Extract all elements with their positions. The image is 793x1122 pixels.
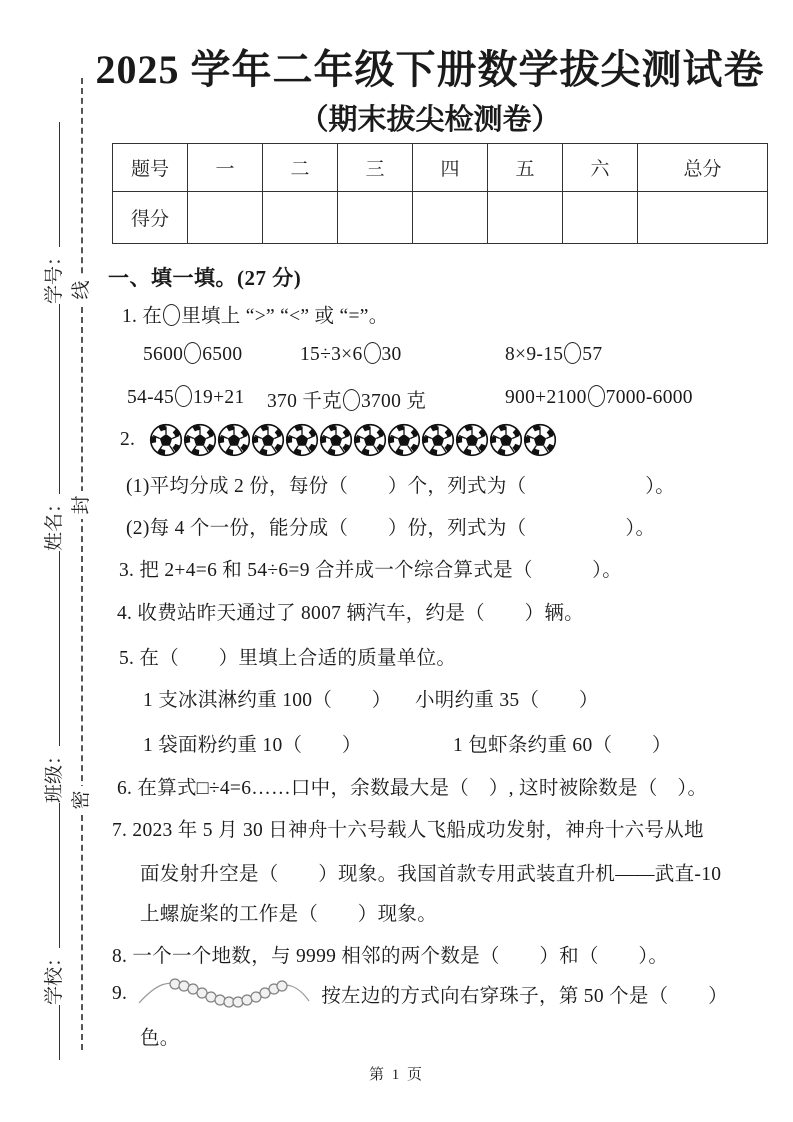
question-9	[112, 970, 728, 1018]
write-line	[45, 122, 60, 247]
question-7-line-3: 上螺旋桨的工作是（ ）现象。	[140, 904, 438, 925]
write-line	[45, 551, 60, 746]
score-table-header: 五	[488, 144, 563, 192]
comparison-circle	[343, 389, 360, 411]
score-cell	[563, 192, 638, 244]
score-table-header: 三	[338, 144, 413, 192]
question-2	[120, 420, 557, 460]
question-2-part-2: (2)每 4 个一份，能分成（ ）份，列式为（ ）。	[126, 518, 656, 539]
soccer-ball-icon	[489, 423, 523, 457]
seal-char-feng: 封	[68, 491, 96, 519]
score-table	[112, 143, 768, 244]
score-cell	[488, 192, 563, 244]
question-1-expressions-row-1	[0, 342, 793, 372]
unit-blank: 1 支冰淇淋约重 100（ ）	[143, 690, 392, 711]
unit-blank: 1 包虾条约重 60（ ）	[453, 735, 672, 756]
question-5: 5. 在（ ）里填上合适的质量单位。	[119, 648, 457, 669]
question-5-row-2	[0, 729, 793, 759]
score-table-header: 二	[263, 144, 338, 192]
score-table-header: 总分	[638, 144, 768, 192]
seal-char-xian: 线	[68, 276, 96, 304]
question-7-line-2: 面发射升空是（ ）现象。我国首款专用武装直升机——武直-10	[140, 864, 722, 885]
comparison-circle	[184, 342, 201, 364]
score-cell	[338, 192, 413, 244]
field-school-label: 学校：	[43, 947, 65, 1005]
comparison-circle	[163, 304, 180, 326]
question-2-part-1: (1)平均分成 2 份，每份（ ）个，列式为（ ）。	[126, 476, 676, 497]
question-8: 8. 一个一个地数，与 9999 相邻的两个数是（ ）和（ ）。	[112, 946, 669, 967]
comparison-circle	[588, 385, 605, 407]
comparison-circle	[564, 342, 581, 364]
score-table-header: 四	[413, 144, 488, 192]
unit-blank: 1 袋面粉约重 10（ ）	[143, 735, 362, 756]
write-line	[45, 803, 60, 948]
question-3: 3. 把 2+4=6 和 54÷6=9 合并成一个综合算式是（ ）。	[119, 560, 622, 581]
soccer-balls	[149, 423, 557, 457]
question-1-expressions-row-2	[0, 385, 793, 415]
score-table-header: 六	[563, 144, 638, 192]
score-table-header: 题号	[113, 144, 188, 192]
expression: 54-45 19+21	[127, 387, 245, 408]
section1-heading: 一、填一填。(27 分)	[108, 266, 302, 290]
comparison-circle	[364, 342, 381, 364]
unit-blank: 小明约重 35（ ）	[415, 690, 599, 711]
soccer-ball-icon	[455, 423, 489, 457]
beads-graphic	[135, 971, 313, 1017]
expression: 15÷3×6 30	[300, 344, 402, 365]
question-2-number: 2.	[120, 429, 136, 450]
soccer-ball-icon	[353, 423, 387, 457]
seal-dashed-line	[81, 78, 83, 1050]
soccer-ball-icon	[251, 423, 285, 457]
question-9-number: 9.	[112, 983, 128, 1004]
score-cell	[413, 192, 488, 244]
score-cell	[638, 192, 768, 244]
expression: 8×9-15 57	[505, 344, 603, 365]
expression: 370 千克 3700 克	[267, 391, 427, 412]
soccer-ball-icon	[149, 423, 183, 457]
student-info-fields	[39, 120, 65, 1060]
page-number: 第 1 页	[368, 1067, 424, 1083]
seal-char-mi: 密	[68, 786, 96, 814]
comparison-circle	[175, 385, 192, 407]
score-cell	[188, 192, 263, 244]
expression: 5600 6500	[143, 344, 243, 365]
paper-subtitle: （期末拔尖检测卷）	[299, 104, 561, 136]
paper-title: 2025 学年二年级下册数学拔尖测试卷	[95, 47, 765, 92]
expression: 900+2100 7000-6000	[505, 387, 693, 408]
question-4: 4. 收费站昨天通过了 8007 辆汽车，约是（ ）辆。	[117, 603, 584, 624]
field-name-label: 姓名：	[43, 493, 65, 551]
soccer-ball-icon	[319, 423, 353, 457]
write-line	[45, 1005, 60, 1060]
soccer-ball-icon	[523, 423, 557, 457]
question-6: 6. 在算式□÷4=6……口中，余数最大是（ ）, 这时被除数是（ ）。	[117, 778, 708, 799]
score-cell	[263, 192, 338, 244]
soccer-ball-icon	[217, 423, 251, 457]
question-1: 1. 在 里填上 “>” “<” 或 “=”。	[122, 306, 389, 327]
soccer-ball-icon	[387, 423, 421, 457]
soccer-ball-icon	[421, 423, 455, 457]
soccer-ball-icon	[183, 423, 217, 457]
score-table-header: 一	[188, 144, 263, 192]
question-5-row-1	[0, 684, 793, 714]
field-student-number-label: 学号：	[43, 246, 65, 304]
question-9-tail: 色。	[140, 1028, 180, 1049]
question-7-line-1: 7. 2023 年 5 月 30 日神舟十六号载人飞船成功发射，神舟十六号从地	[112, 820, 704, 841]
field-class-label: 班级：	[43, 745, 65, 803]
score-row-label: 得分	[113, 192, 188, 244]
question-9-text: 按左边的方式向右穿珠子，第 50 个是（ ）	[321, 986, 728, 1007]
soccer-ball-icon	[285, 423, 319, 457]
